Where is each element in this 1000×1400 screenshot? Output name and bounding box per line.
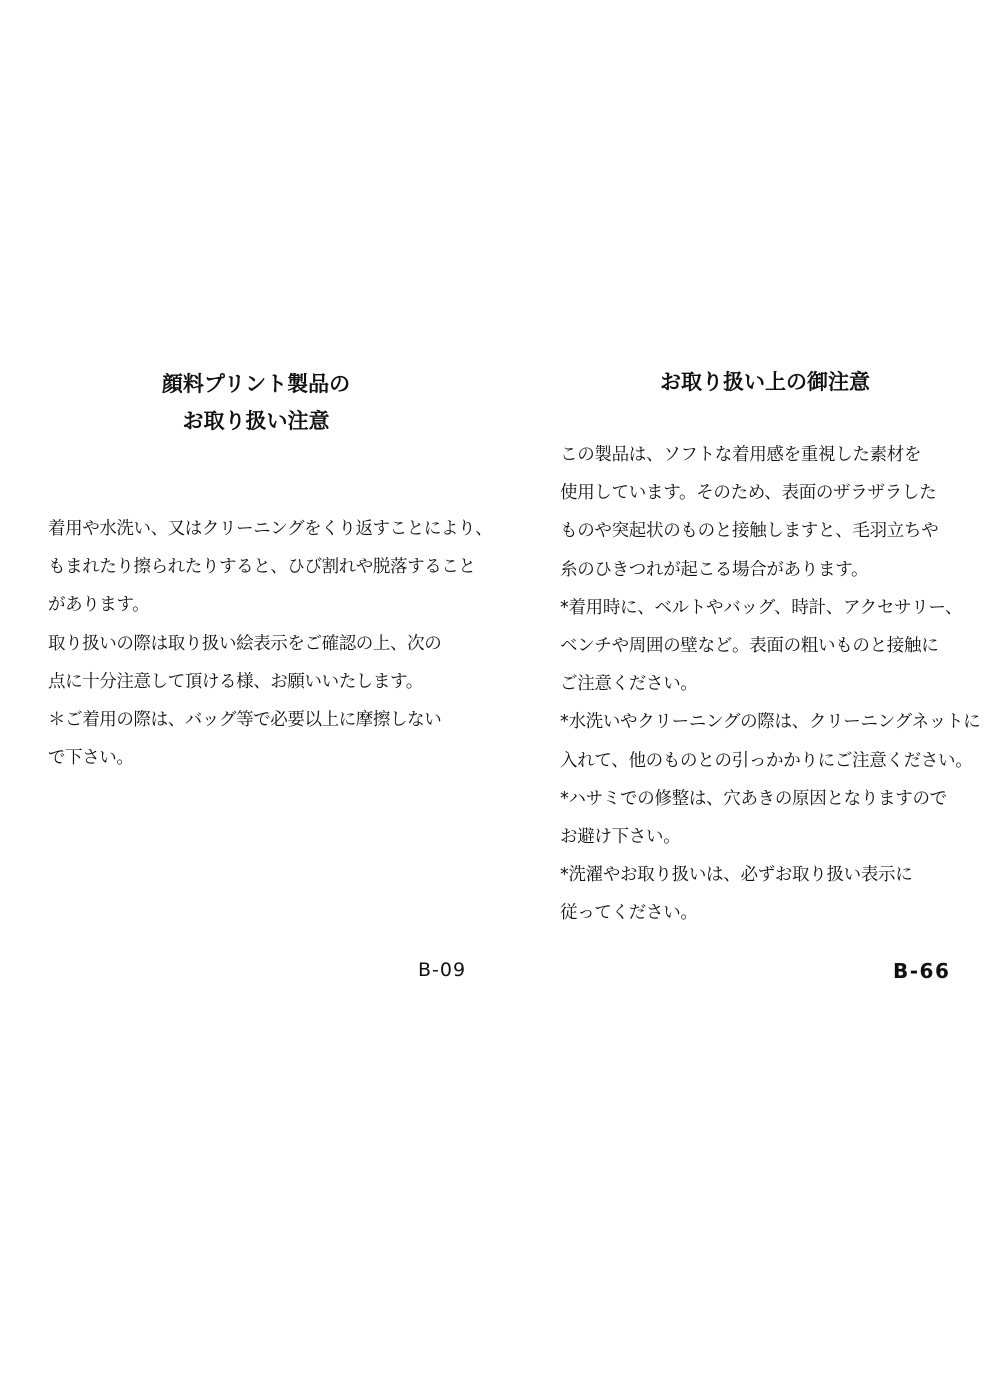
care-instructions (48, 510, 492, 777)
instruction-line: 従ってください。 (560, 903, 698, 924)
instruction-line: で下さい。 (48, 748, 134, 769)
instruction-line: ご注意ください。 (560, 674, 698, 695)
instruction-line: 入れて、他のものとの引っかかりにご注意ください。 (560, 750, 973, 771)
product-code: B-66 (893, 959, 951, 983)
card-title (40, 366, 472, 440)
care-instructions (560, 436, 980, 933)
instruction-line: 糸のひきつれが起こる場合があります。 (560, 559, 869, 580)
instruction-line: ＊ご着用の際は、バッグ等で必要以上に摩擦しない (48, 710, 442, 731)
title-line: お取り扱い上の御注意 (660, 370, 870, 394)
product-code: B-09 (418, 959, 467, 981)
instruction-line: 点に十分注意して頂ける様、お願いいたします。 (48, 671, 423, 692)
instruction-line: ベンチや周囲の壁など。表面の粗いものと接触に (560, 636, 939, 657)
instruction-line: この製品は、ソフトな着用感を重視した素材を (560, 445, 922, 465)
instruction-line: があります。 (48, 595, 150, 616)
instruction-line: もまれたり擦られたりすると、ひび割れや脱落すること (48, 557, 476, 578)
handling-care-card (500, 0, 1000, 1400)
instruction-line: *ハサミでの修整は、穴あきの原因となりますので (560, 788, 947, 809)
instruction-line: *水洗いやクリーニングの際は、クリーニングネットに (560, 712, 981, 733)
instruction-line: ものや突起状のものと接触しますと、毛羽立ちや (560, 521, 939, 542)
instruction-line: *洗濯やお取り扱いは、必ずお取り扱い表示に (560, 865, 913, 886)
card-title (560, 364, 970, 401)
instruction-line: *着用時に、ベルトやバッグ、時計、アクセサリー、 (560, 597, 963, 618)
title-line: 顔料プリント製品の (161, 372, 351, 396)
instruction-line: 取り扱いの際は取り扱い絵表示をご確認の上、次の (48, 633, 442, 654)
instruction-line: 使用しています。そのため、表面のザラザラした (560, 483, 937, 504)
instruction-line: お避け下さい。 (560, 827, 681, 848)
instruction-line: 着用や水洗い、又はクリーニングをくり返すことにより、 (48, 519, 493, 539)
title-line: お取り扱い注意 (182, 409, 330, 433)
